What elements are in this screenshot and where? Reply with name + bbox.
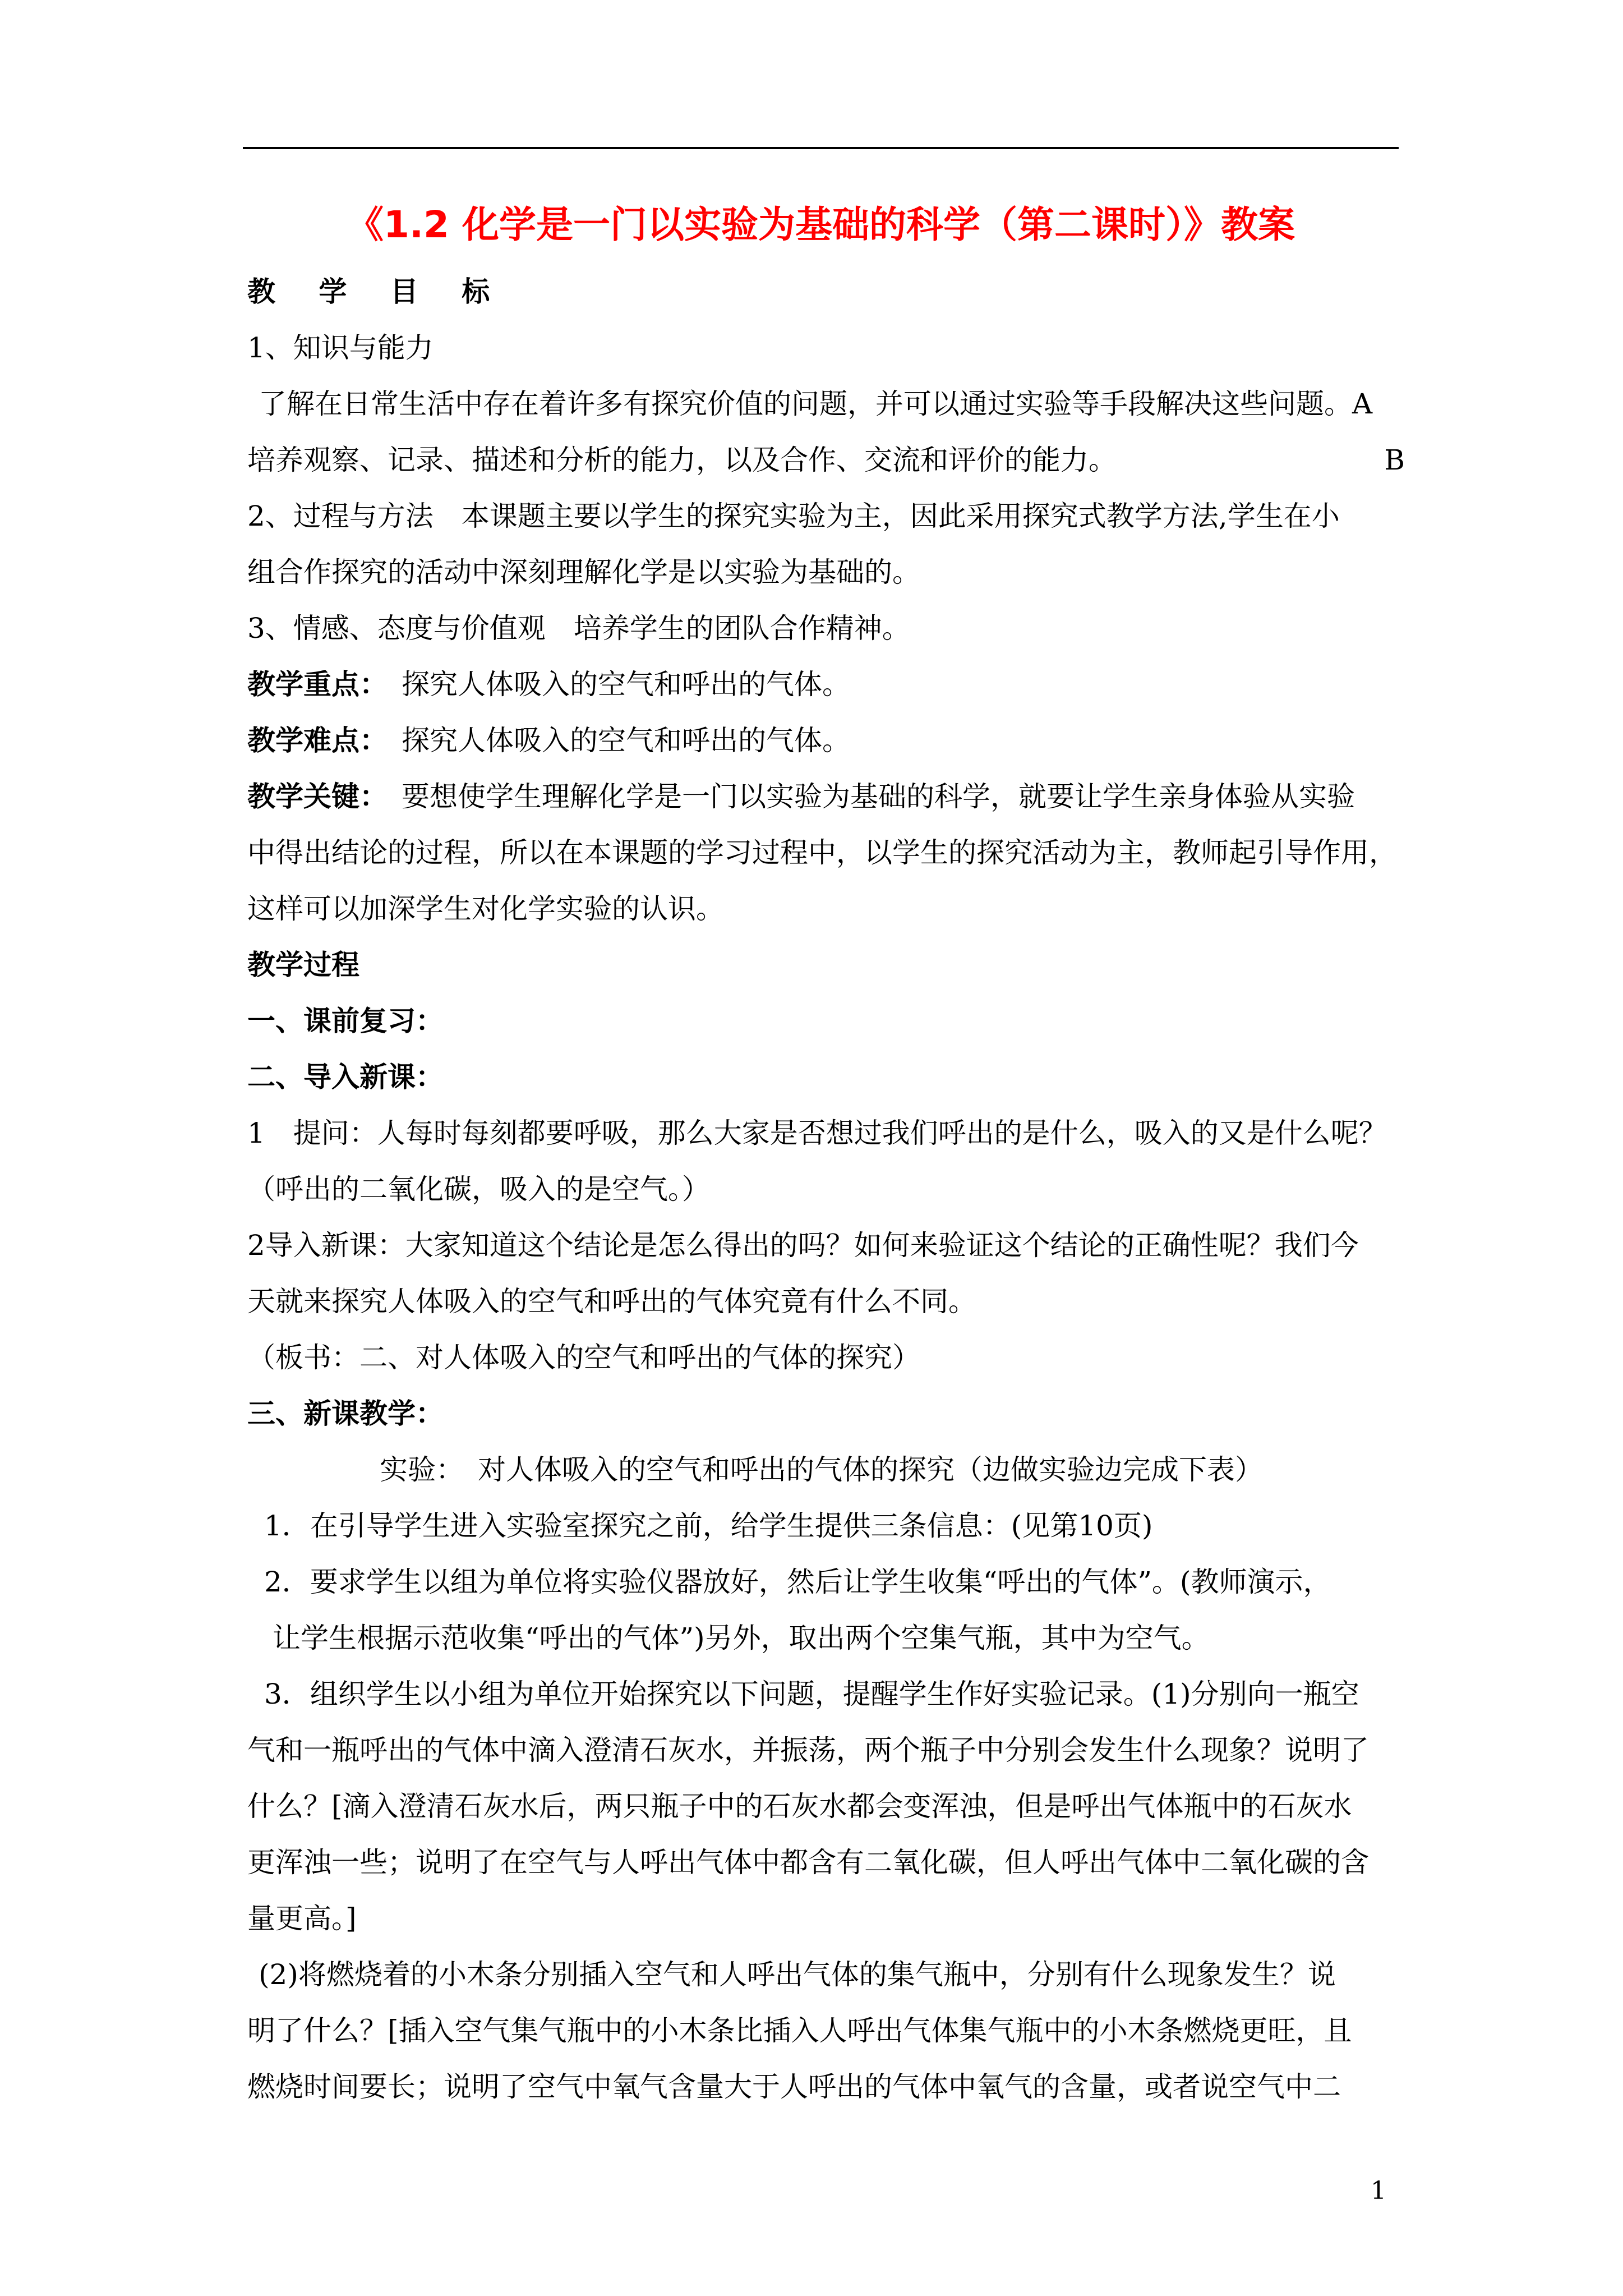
paragraph-line: 2、过程与方法 本课题主要以学生的探究实验为主，因此采用探究式教学方法,学生在小 <box>247 500 1340 532</box>
labeled-line-key-point <box>247 656 1419 712</box>
experiment-heading: 实验： 对人体吸入的空气和呼出的气体的探究（边做实验边完成下表） <box>380 1453 1263 1486</box>
section-heading-intro: 二、导入新课： <box>247 1061 444 1093</box>
paragraph-line: 天就来探究人体吸入的空气和呼出的气体究竟有什么不同。 <box>247 1285 976 1318</box>
paragraph-line: （呼出的二氧化碳，吸入的是空气。） <box>247 1173 710 1205</box>
document-title: 《1.2 化学是一门以实验为基础的科学（第二课时）》教案 <box>347 203 1295 246</box>
paragraph-line: 3．组织学生以小组为单位开始探究以下问题，提醒学生作好实验记录。(1)分别向一瓶空 <box>264 1678 1359 1710</box>
paragraph-line: 更浑浊一些；说明了在空气与人呼出气体中都含有二氧化碳，但人呼出气体中二氧化碳的含 <box>247 1846 1369 1879</box>
paragraph-line: 中得出结论的过程，所以在本课题的学习过程中，以学生的探究活动为主，教师起引导作用， <box>247 836 1397 869</box>
margin-marker: B <box>1384 444 1405 476</box>
section-heading-process: 教学过程 <box>247 949 359 981</box>
paragraph-line-text: 培养观察、记录、描述和分析的能力，以及合作、交流和评价的能力。 <box>247 444 1117 476</box>
paragraph-line: 1 提问：人每时每刻都要呼吸，那么大家是否想过我们呼出的是什么，吸入的又是什么呢？ <box>247 1117 1387 1149</box>
labeled-line-difficulty <box>247 712 1419 769</box>
line-text: 探究人体吸入的空气和呼出的气体。 <box>374 724 850 757</box>
page-number: 1 <box>1371 2177 1386 2205</box>
paragraph-line: 这样可以加深学生对化学实验的认识。 <box>247 892 724 925</box>
paragraph-line: 1、知识与能力 <box>247 332 434 364</box>
line-label: 教学关键： <box>247 780 374 813</box>
paragraph-line: 燃烧时间要长；说明了空气中氧气含量大于人呼出的气体中氧气的含量，或者说空气中二 <box>247 2070 1341 2103</box>
section-heading-objectives: 教 学 目 标 <box>247 275 507 308</box>
header-rule <box>243 147 1399 149</box>
line-label: 教学重点： <box>247 668 374 701</box>
section-heading-new-lesson: 三、新课教学： <box>247 1397 444 1430</box>
line-label: 教学难点： <box>247 724 374 757</box>
paragraph-line: 让学生根据示范收集“呼出的气体”)另外，取出两个空集气瓶，其中为空气。 <box>273 1622 1210 1654</box>
paragraph-line: 气和一瓶呼出的气体中滴入澄清石灰水，并振荡，两个瓶子中分别会发生什么现象？说明了 <box>247 1734 1369 1766</box>
paragraph-line <box>247 432 1405 488</box>
paragraph-line: 组合作探究的活动中深刻理解化学是以实验为基础的。 <box>247 556 920 588</box>
paragraph-line: （板书：二、对人体吸入的空气和呼出的气体的探究） <box>247 1341 920 1374</box>
labeled-line-key <box>247 769 1419 825</box>
line-text: 探究人体吸入的空气和呼出的气体。 <box>374 668 850 701</box>
section-heading-review: 一、课前复习： <box>247 1005 444 1037</box>
document-body <box>247 264 1419 2115</box>
paragraph-line: 1．在引导学生进入实验室探究之前，给学生提供三条信息：(见第10页) <box>264 1510 1153 1542</box>
paragraph-line: 3、情感、态度与价值观 培养学生的团队合作精神。 <box>247 612 910 645</box>
paragraph-line: 2．要求学生以组为单位将实验仪器放好，然后让学生收集“呼出的气体”。(教师演示， <box>264 1566 1331 1598</box>
line-text: 要想使学生理解化学是一门以实验为基础的科学，就要让学生亲身体验从实验 <box>374 780 1355 813</box>
paragraph-line: 了解在日常生活中存在着许多有探究价值的问题，并可以通过实验等手段解决这些问题。A <box>259 388 1373 420</box>
paragraph-line: 量更高。] <box>247 1902 357 1935</box>
paragraph-line: 2导入新课：大家知道这个结论是怎么得出的吗？如何来验证这个结论的正确性呢？我们今 <box>247 1229 1359 1262</box>
paragraph-line: (2)将燃烧着的小木条分别插入空气和人呼出气体的集气瓶中，分别有什么现象发生？说 <box>259 1958 1336 1991</box>
paragraph-line: 什么？[滴入澄清石灰水后，两只瓶子中的石灰水都会变浑浊，但是呼出气体瓶中的石灰水 <box>247 1790 1352 1823</box>
paragraph-line: 明了什么？[插入空气集气瓶中的小木条比插入人呼出气体集气瓶中的小木条燃烧更旺，且 <box>247 2014 1352 2047</box>
